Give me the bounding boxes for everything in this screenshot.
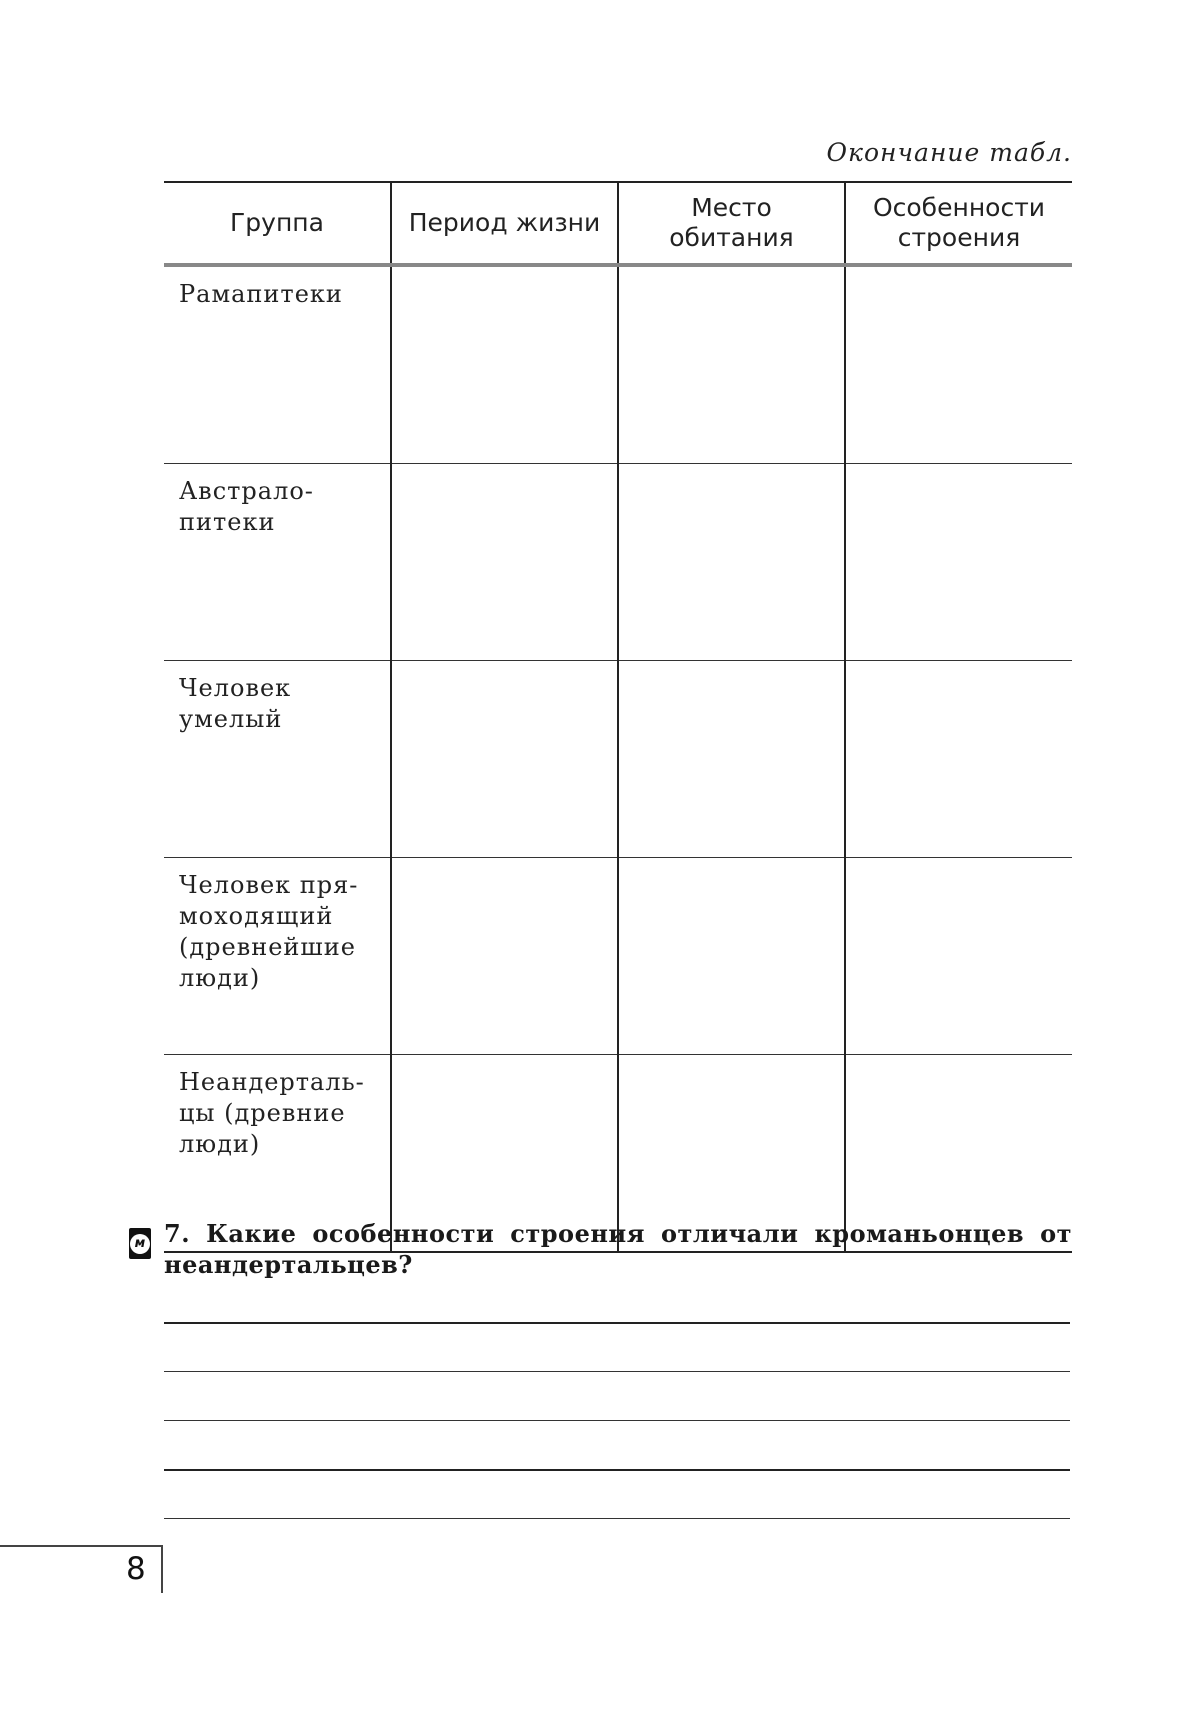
period-cell[interactable] xyxy=(391,265,618,464)
structure-cell[interactable] xyxy=(845,858,1072,1055)
period-cell[interactable] xyxy=(391,661,618,858)
habitat-cell[interactable] xyxy=(618,661,845,858)
header-group xyxy=(164,182,391,265)
header-structure-label: Особенности строения xyxy=(872,193,1046,252)
group-cell: Неандерталь-цы (древние люди) xyxy=(164,1055,391,1253)
header-habitat xyxy=(618,182,845,265)
answer-line[interactable] xyxy=(164,1420,1070,1421)
table-continuation-caption: Окончание табл. xyxy=(826,138,1072,167)
hominid-table xyxy=(164,181,1072,1253)
metasubject-marker-icon xyxy=(129,1228,151,1259)
group-cell: Австрало-питеки xyxy=(164,464,391,661)
footer-divider xyxy=(161,1545,163,1593)
period-cell[interactable] xyxy=(391,464,618,661)
marker-letter: м xyxy=(130,1234,150,1254)
group-cell: Человек умелый xyxy=(164,661,391,858)
page-number: 8 xyxy=(126,1551,146,1587)
table-row xyxy=(164,464,1072,661)
header-group-label: Группа xyxy=(230,208,324,237)
period-cell[interactable] xyxy=(391,858,618,1055)
header-period-label: Период жизни xyxy=(408,208,601,237)
table-row xyxy=(164,858,1072,1055)
table-header-row xyxy=(164,182,1072,265)
answer-line[interactable] xyxy=(164,1371,1070,1372)
header-period xyxy=(391,182,618,265)
answer-line[interactable] xyxy=(164,1322,1070,1324)
header-habitat-label: Место обитания xyxy=(669,193,794,252)
structure-cell[interactable] xyxy=(845,661,1072,858)
habitat-cell[interactable] xyxy=(618,265,845,464)
header-structure xyxy=(845,182,1072,265)
footer-rule xyxy=(0,1545,162,1547)
habitat-cell[interactable] xyxy=(618,464,845,661)
group-cell: Человек пря-моходящий (древнейшие люди) xyxy=(164,858,391,1055)
group-cell: Рамапитеки xyxy=(164,265,391,464)
table-row xyxy=(164,661,1072,858)
answer-line[interactable] xyxy=(164,1518,1070,1519)
habitat-cell[interactable] xyxy=(618,858,845,1055)
table-row xyxy=(164,265,1072,464)
question-7-text: 7. Какие особенности строения отличали кроманьонцев от неандертальцев? xyxy=(164,1219,1072,1279)
structure-cell[interactable] xyxy=(845,464,1072,661)
structure-cell[interactable] xyxy=(845,265,1072,464)
answer-line[interactable] xyxy=(164,1469,1070,1471)
